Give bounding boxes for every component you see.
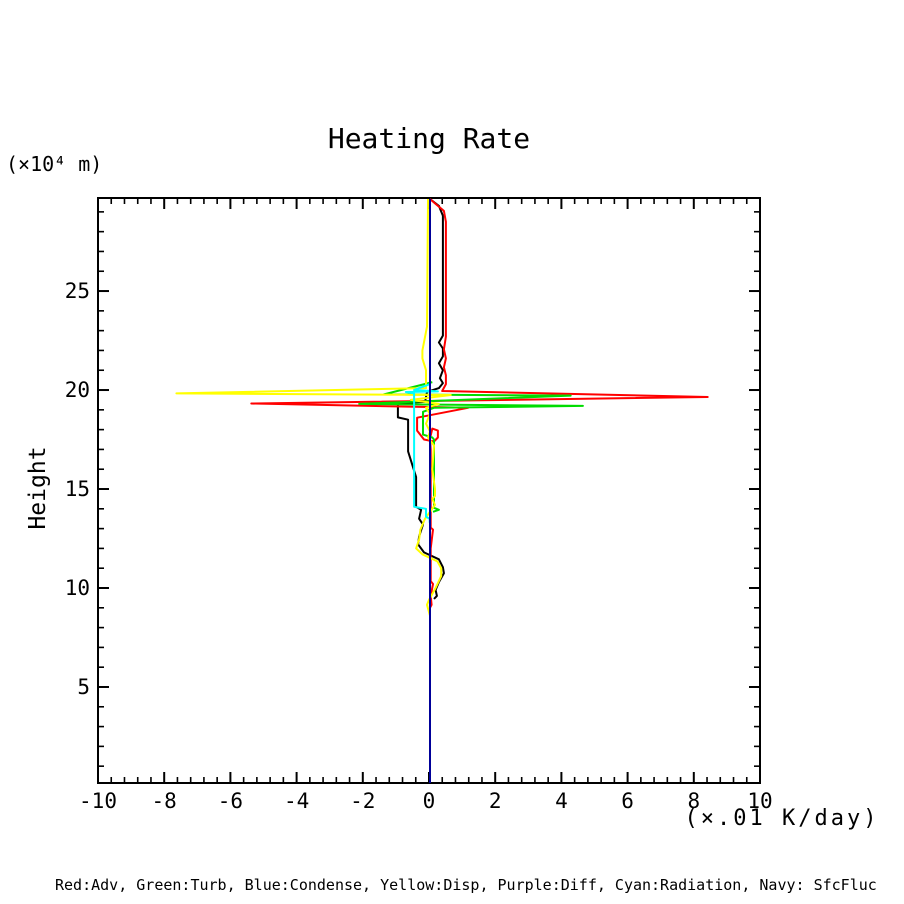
x-tick-label: 4: [555, 789, 568, 813]
x-tick-label: -2: [350, 789, 376, 813]
legend-caption: Red:Adv, Green:Turb, Blue:Condense, Yellow:Disp, Purple:Diff, Cyan:Radiation, Navy: SfcFluc: [55, 876, 877, 894]
x-tick-label: -10: [79, 789, 117, 813]
series-line-disp: [176, 199, 450, 622]
x-axis-unit-label: (×.01 K/day): [684, 806, 880, 831]
x-tick-label: 8: [687, 789, 701, 813]
x-tick-label: -8: [151, 789, 177, 813]
x-tick-label: 0: [422, 789, 436, 813]
y-tick-label: 5: [77, 674, 90, 699]
x-tick-label: -4: [283, 789, 310, 813]
x-tick-label: 6: [621, 789, 634, 813]
series-line-adv: [251, 199, 707, 608]
x-tick-label: -6: [217, 789, 244, 813]
x-tick-label: 2: [488, 789, 502, 813]
y-axis-unit-label: (×10⁴ m): [6, 152, 103, 176]
y-axis-title: Height: [25, 446, 51, 530]
x-tick-label: 10: [747, 789, 773, 813]
chart-title: Heating Rate: [327, 122, 531, 155]
y-tick-label: 20: [64, 378, 90, 403]
y-tick-label: 10: [64, 576, 90, 600]
y-tick-label: 15: [64, 477, 90, 501]
y-tick-label: 25: [64, 279, 90, 304]
